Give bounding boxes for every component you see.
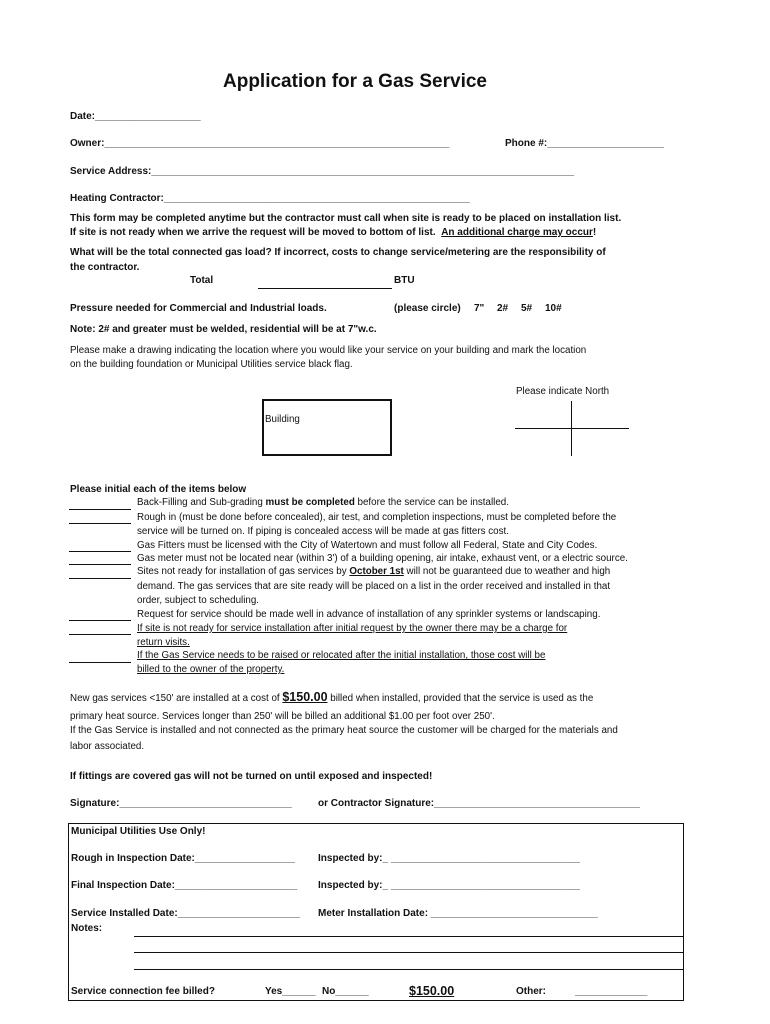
fittings-warning: If fittings are covered gas will not be turned on until exposed and inspected!: [70, 771, 433, 782]
cost-line-4: labor associated.: [70, 741, 145, 752]
initial-item-2: Rough in (must be done before concealed), air test, and completion inspections, must be completed before the: [137, 512, 617, 523]
pressure-option-7[interactable]: 7": [474, 303, 485, 314]
initial-item-5: [137, 566, 610, 577]
total-label: Total: [190, 275, 214, 286]
initial-item-6: Request for service should be made well in advance of installation of any sprinkler systems or landscaping.: [137, 609, 601, 620]
pressure-circle-label: (please circle): [394, 303, 461, 314]
initial-line-6[interactable]: [69, 620, 131, 621]
initial-item-8: If the Gas Service needs to be raised or relocated after the initial installation, those cost will be: [137, 650, 546, 661]
total-input-line[interactable]: [258, 288, 392, 289]
initial-item-5b: demand. The gas services that are site ready will be placed on a list in the order received and installed in that: [137, 581, 611, 592]
notice-line-2: [70, 227, 596, 238]
initial-item-4: Gas meter must not be located near (within 3') of a building opening, air intake, exhaust vent, or a electric source.: [137, 553, 628, 564]
cost-line-1-pre: New gas services <150' are installed at a cost of: [70, 693, 283, 704]
initial-item-1: [137, 497, 509, 508]
fee-other-field[interactable]: _____________: [575, 986, 648, 997]
cost-line-1-post: billed when installed, provided that the service is used as the: [327, 693, 594, 704]
initial-line-1[interactable]: [69, 509, 131, 510]
initial-item-1-post: before the service can be installed.: [354, 497, 509, 508]
initial-item-2b: service will be turned on. If piping is concealed access will be made at gas fitters cost.: [137, 526, 509, 537]
initial-line-7[interactable]: [69, 634, 131, 635]
october-deadline: October 1st: [349, 566, 404, 577]
owner-field[interactable]: Owner:______________________________________________________________: [70, 138, 450, 149]
initial-line-3[interactable]: [69, 551, 131, 552]
btu-label: BTU: [394, 275, 415, 286]
initial-item-5-post: will not be guaranteed due to weather and high: [403, 566, 611, 577]
notice-end: !: [592, 227, 597, 238]
notice-line-2-text: If site is not ready when we arrive the request will be moved to bottom of list.: [70, 227, 436, 238]
initial-line-2[interactable]: [69, 523, 131, 524]
initial-line-8[interactable]: [69, 662, 131, 663]
rough-in-date-field[interactable]: Rough in Inspection Date:__________________: [71, 853, 295, 864]
phone-field[interactable]: Phone #:_____________________: [505, 138, 665, 149]
initial-item-1-bold: must be completed: [265, 497, 355, 508]
pressure-option-2[interactable]: 2#: [497, 303, 509, 314]
notes-line-3[interactable]: [134, 969, 683, 970]
gas-load-question-2: the contractor.: [70, 262, 140, 273]
cost-line-1: [70, 690, 593, 704]
initial-item-5-pre: Sites not ready for installation of gas services by: [137, 566, 350, 577]
fee-label: Service connection fee billed?: [71, 986, 215, 997]
initial-item-7: If site is not ready for service installation after initial request by the owner there may be a charge for: [137, 623, 568, 634]
building-box: [262, 399, 392, 456]
page-title: Application for a Gas Service: [223, 71, 487, 92]
gas-load-question: What will be the total connected gas load? If incorrect, costs to change service/metering are the responsibility of: [70, 247, 606, 258]
initial-item-1-pre: Back-Filling and Sub-grading: [137, 497, 266, 508]
final-inspection-date-field[interactable]: Final Inspection Date:______________________: [71, 880, 298, 891]
initial-item-8b: billed to the owner of the property.: [137, 664, 285, 675]
additional-charge-warning: An additional charge may occur: [441, 227, 593, 238]
pressure-label: Pressure needed for Commercial and Industrial loads.: [70, 303, 327, 314]
pressure-option-10[interactable]: 10#: [545, 303, 562, 314]
contractor-signature-field[interactable]: or Contractor Signature:_____________________________________: [318, 798, 640, 809]
north-compass-horizontal: [515, 428, 629, 429]
initials-heading: Please initial each of the items below: [70, 484, 247, 495]
initial-line-5[interactable]: [69, 578, 131, 579]
pressure-option-5[interactable]: 5#: [521, 303, 533, 314]
north-label: Please indicate North: [516, 386, 610, 397]
initial-item-5c: order, subject to scheduling.: [137, 595, 259, 606]
initial-line-4[interactable]: [69, 564, 131, 565]
inspected-by-field-1[interactable]: Inspected by:_ __________________________________: [318, 853, 580, 864]
fee-yes-field[interactable]: Yes______: [265, 986, 316, 997]
inspected-by-field-2[interactable]: Inspected by:_ __________________________________: [318, 880, 580, 891]
meter-installation-date-field[interactable]: Meter Installation Date: ______________________________: [318, 908, 598, 919]
fee-other-label: Other:: [516, 986, 546, 997]
notes-label: Notes:: [71, 923, 103, 934]
notes-line-2[interactable]: [134, 952, 683, 953]
date-field[interactable]: Date:___________________: [70, 111, 201, 122]
drawing-instruction-1: Please make a drawing indicating the location where you would like your service on your building and mark the location: [70, 345, 587, 356]
initial-item-7b: return visits.: [137, 637, 190, 648]
notes-line-1[interactable]: [134, 936, 683, 937]
cost-line-2: primary heat source. Services longer than 250' will be billed an additional $1.00 per foot over 250'.: [70, 711, 495, 722]
cost-line-3: If the Gas Service is installed and not connected as the primary heat source the customer will be charged for the materials and: [70, 725, 618, 736]
north-compass-vertical: [571, 401, 572, 456]
fee-no-field[interactable]: No______: [322, 986, 369, 997]
initial-item-3: Gas Fitters must be licensed with the City of Watertown and must follow all Federal, State and City Codes.: [137, 540, 598, 551]
notice-line-1: This form may be completed anytime but the contractor must call when site is ready to be placed on installation list.: [70, 213, 622, 224]
service-address-field[interactable]: Service Address:____________________________________________________________________________: [70, 166, 575, 177]
heating-contractor-field[interactable]: Heating Contractor:_______________________________________________________: [70, 193, 470, 204]
pressure-note: Note: 2# and greater must be welded, residential will be at 7"w.c.: [70, 324, 377, 335]
fee-amount: $150.00: [409, 984, 455, 998]
service-price: $150.00: [282, 690, 328, 704]
drawing-instruction-2: on the building foundation or Municipal Utilities service black flag.: [70, 359, 353, 370]
service-installed-date-field[interactable]: Service Installed Date:______________________: [71, 908, 301, 919]
signature-field[interactable]: Signature:_______________________________: [70, 798, 292, 809]
building-label: Building: [265, 414, 300, 425]
municipal-heading: Municipal Utilities Use Only!: [71, 826, 206, 837]
